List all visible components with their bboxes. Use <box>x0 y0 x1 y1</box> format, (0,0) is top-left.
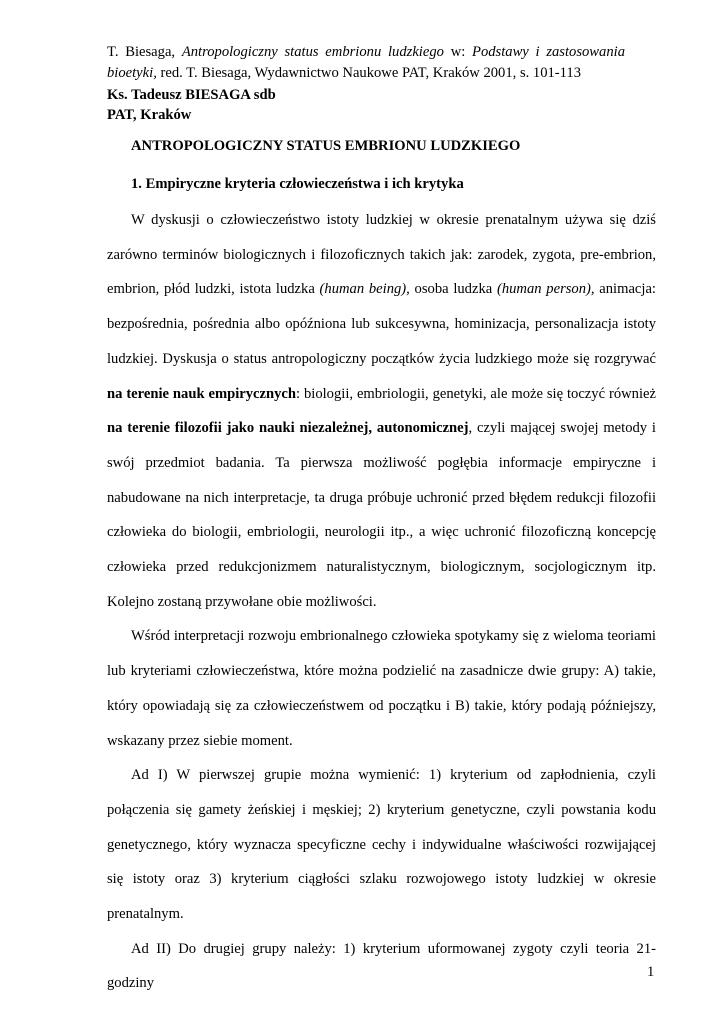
paragraph-1-bold-b: na terenie filozofii jako nauki niezależnej, autonomicznej <box>107 420 469 437</box>
author-affiliation: PAT, Kraków <box>107 107 192 123</box>
paragraph-1-emphasis-b: (human person), <box>496 281 595 298</box>
paragraph-1-text-d: : biologii, embriologii, genetyki, ale może się toczyć również <box>296 385 656 402</box>
citation-article-title: Antropologiczny status embrionu ludzkiego <box>181 44 444 60</box>
citation-connector: w: <box>450 44 466 60</box>
page-number: 1 <box>647 964 655 980</box>
author-name: Ks. Tadeusz BIESAGA sdb <box>107 87 276 103</box>
paragraph-3: Ad I) W pierwszej grupie można wymienić: 1) kryterium od zapłodnienia, czyli połączenia się gamety żeńskiej i męskiej; 2) kryterium genetyczne, czyli powstania kodu genetycznego, który wyznacza specyficzne cechy i indywidualne właściwości rozwijającej się istoty oraz 3) kryterium ciągłości szlaku rozwojowego istoty ludzkiej w okresie prenatalnym. <box>107 767 656 923</box>
paragraph-1-text-e: , czyli mającej swojej metody i swój przedmiot badania. Ta pierwsza możliwość pogłębia informacje empiryczne i nabudowane na nich interpretacje, ta druga próbuje uchronić przed błędem redukcji filozofii człowieka do biologii, embriologii, neurologii itp., a więc uchronić filozoficzną koncepcję człowieka przed redukcjonizmem naturalistycznym, biologicznym, socjologicznym itp. Kolejno zostaną przywołane obie możliwości. <box>107 420 656 610</box>
paragraph-4: Ad II) Do drugiej grupy należy: 1) kryterium uformowanej zygoty czyli teoria 21-godziny <box>107 940 656 992</box>
document-title: ANTROPOLOGICZNY STATUS EMBRIONU LUDZKIEGO <box>131 138 521 154</box>
bibliographic-citation <box>107 42 625 84</box>
section-heading: 1. Empiryczne kryteria człowieczeństwa i ich krytyka <box>131 176 464 192</box>
citation-author: T. Biesaga, <box>107 44 176 60</box>
citation-publication: red. T. Biesaga, Wydawnictwo Naukowe PAT, Kraków 2001, s. 101-113 <box>160 65 582 81</box>
body-text <box>107 203 656 1001</box>
paragraph-1-text-b: osoba ludzka <box>409 281 497 298</box>
paragraph-1-text-c: animacja: bezpośrednia, pośrednia albo opóźniona lub sukcesywna, hominizacja, personalizacja istoty ludzkiej. Dyskusja o status antropologiczny początków życia ludzkiego może się rozgrywać <box>107 281 656 367</box>
paragraph-1 <box>107 203 656 619</box>
paragraph-2: Wśród interpretacji rozwoju embrionalnego człowieka spotykamy się z wieloma teoriami lub kryteriami człowieczeństwa, które można podzielić na zasadnicze dwie grupy: A) takie, który opowiadają się za człowieczeństwem od początku i B) takie, który podają późniejszy, wskazany przez siebie moment. <box>107 628 656 749</box>
paragraph-1-text-a: W dyskusji o człowieczeństwo istoty ludzkiej w okresie prenatalnym używa się dziś zarówno terminów biologicznych i filozoficznych takich jak: zarodek, zygota, pre-embrion, embrion, płód ludzki, istota ludzka <box>107 212 656 298</box>
author-block <box>107 85 625 125</box>
paragraph-1-bold-a: na terenie nauk empirycznych <box>107 385 297 402</box>
paragraph-1-emphasis-a: (human being), <box>319 281 410 298</box>
citation-book-title: Podstawy i zastosowania bioetyki, <box>107 44 625 81</box>
